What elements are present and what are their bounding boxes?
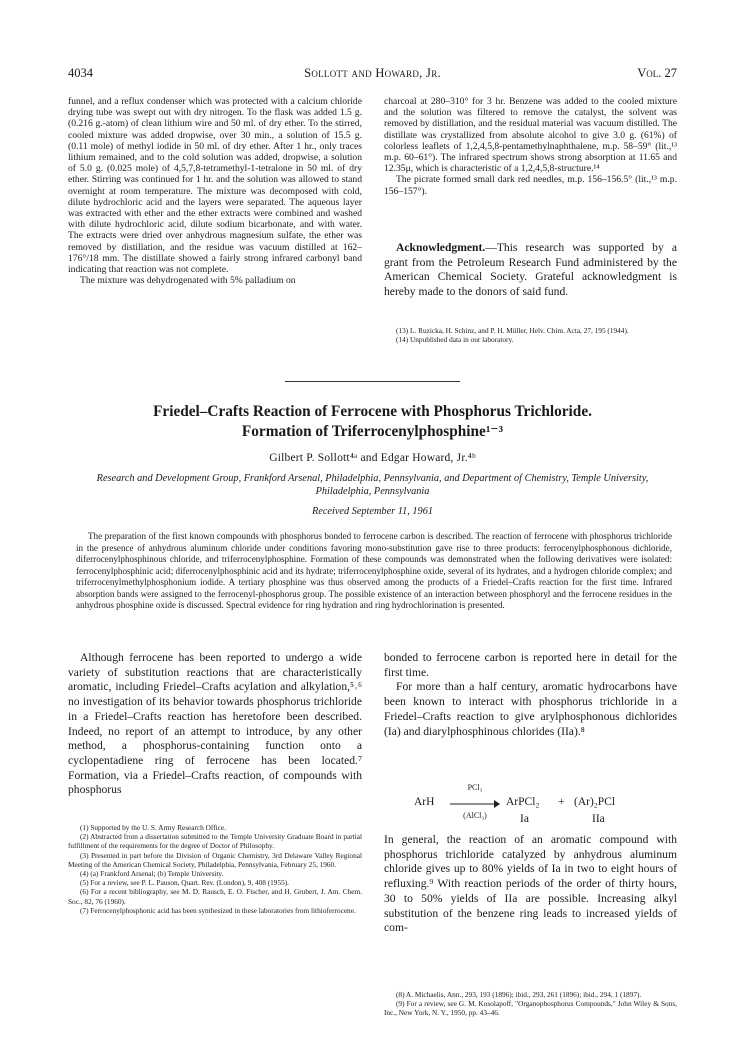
- top-right-footnotes: [384, 326, 677, 344]
- footnote-9: (9) For a review, see G. M. Kosolapoff, "Organophosphorus Compounds," John Wiley & Sons, Inc., New York, N. Y., 1950, pp. 43–46.: [384, 999, 677, 1018]
- footnote-6: (6) For a recent bibliography, see M. D. Rausch, E. O. Fischer, and H. Grubert, J. Am. Chem. Soc., 82, 76 (1960).: [68, 887, 362, 906]
- acknowledgment-text: —This research was supported by a grant from the Petroleum Research Fund administered by the American Chemical Society. Grateful acknowledgment is hereby made to the donors of said fund.: [384, 241, 677, 299]
- experimental-paragraph-3: charcoal at 280–310° for 3 hr. Benzene was added to the cooled mixture and the solution was filtered to remove the catalyst, the solvent was removed by distillation, and the residual material was vacuum distilled. The distillate was crystallized from absolute alcohol to give 3.0 g. (61%) of colorless leaflets of 1,2,4,5,8-pentamethylnaphthalene, m.p. 58–59° (lit.,¹³ m.p. 60–61°). The infrared spectrum shows strong absorption at 11.65 and 12.35μ, which is characteristic of a 1,2,4,5,8-structure.¹⁴: [384, 96, 677, 175]
- equation-product-1: ArPCl₂: [506, 796, 540, 808]
- page-number: 4034: [68, 66, 93, 80]
- equation-reagent-below: (AlCl₃): [463, 811, 487, 820]
- footnote-14: (14) Unpublished data in our laboratory.: [396, 335, 514, 345]
- top-left-column: [68, 96, 362, 286]
- equation-plus: +: [558, 796, 565, 808]
- body-right-column: [384, 651, 677, 739]
- top-right-column: [384, 96, 677, 197]
- equation-label-1: Ia: [520, 813, 529, 825]
- equation-reagent-above: PCl₃: [467, 783, 483, 792]
- body-paragraph-2: For more than a half century, aromatic hydrocarbons have been known to interact with phosphorus trichloride in a Friedel–Crafts reaction to give arylphosphonous dichlorides (Ia) and diarylphosphinous chlorides (IIa).⁸: [384, 680, 677, 738]
- footnote-1: (1) Supported by the U. S. Army Research Office.: [80, 823, 226, 832]
- article-authors: Gilbert P. Sollott⁴ᵃ and Edgar Howard, Jr.⁴ᵇ: [269, 452, 476, 464]
- reaction-arrow-icon: [450, 798, 500, 810]
- footnote-8: (8) A. Michaelis, Ann., 293, 193 (1896); ibid., 293, 261 (1896); ibid., 294, 1 (1897).: [396, 990, 642, 999]
- intro-paragraph: Although ferrocene has been reported to undergo a wide variety of substitution reactions that are characteristically aromatic, including Friedel–Crafts acylation and alkylation,⁵˒⁶ no investigation of its behavior towards phosphorus trichloride in a Friedel–Crafts reaction has heretofore been described. Indeed, no report of an attempt to introduce, by any other method, a phosphorus-containing function onto a cyclopentadiene ring of ferrocene has been located.⁷ Formation, via a Friedel–Crafts reaction, of compounds with phosphorus: [68, 651, 362, 797]
- running-header: [68, 66, 677, 82]
- acknowledgment: [384, 241, 677, 300]
- article-title-line-2: Formation of Triferrocenylphosphine¹⁻³: [241, 423, 504, 440]
- footnote-7: (7) Ferrocenylphosphonic acid has been synthesized in these laboratories from lithioferrocene.: [80, 905, 356, 915]
- abstract: [76, 531, 672, 612]
- equation-label-2: IIa: [592, 813, 605, 825]
- body-left-footnotes: [68, 823, 362, 915]
- article-affiliation: Research and Development Group, Frankford Arsenal, Philadelphia, Pennsylvania, and Department of Chemistry, Temple University, Philadelphia, Pennsylvania: [96, 473, 649, 497]
- volume-label: Vol. 27: [637, 66, 677, 80]
- footnote-5: (5) For a review, see P. L. Pauson, Quart. Rev. (London), 9, 408 (1955).: [80, 878, 290, 888]
- picrate-paragraph: The picrate formed small dark red needles, m.p. 156–156.5° (lit.,¹³ m.p. 156–157°).: [384, 174, 677, 197]
- footnote-2: (2) Abstracted from a dissertation submitted to the Temple University Graduate Board in partial fulfillment of the requirements for the degree of Doctor of Philosophy.: [68, 832, 362, 851]
- equation-reactant: ArH: [414, 796, 435, 808]
- body-paragraph-3: In general, the reaction of an aromatic compound with phosphorus trichloride catalyzed by anhydrous aluminum chloride gives up to 80% yields of Ia in two to eight hours of refluxing.⁹ With reaction periods of the order of thirty hours, 30 to 50% yields of IIa are possible. Increasing alkyl substitution of the benzene ring leads to increased yields of com-: [384, 833, 677, 935]
- footnote-3: (3) Presented in part before the Division of Organic Chemistry, 3rd Delaware Valley Regional Meeting of the American Chemical Society, Philadelphia, Pennsylvania, February 25, 1960.: [68, 850, 362, 869]
- body-right-column-lower: [384, 833, 677, 936]
- article-title-line-1: Friedel–Crafts Reaction of Ferrocene with Phosphorus Trichloride.: [153, 403, 592, 420]
- footnote-4: (4) (a) Frankford Arsenal; (b) Temple University.: [80, 869, 224, 879]
- equation-product-2: (Ar)₂PCl: [574, 796, 616, 808]
- received-date: Received September 11, 1961: [311, 506, 434, 517]
- footnote-13: (13) L. Ruzicka, H. Schinz, and P. H. Müller, Helv. Chim. Acta, 27, 195 (1944).: [396, 326, 629, 335]
- reaction-equation: [384, 780, 677, 826]
- abstract-text: The preparation of the first known compounds with phosphorus bonded to ferrocene carbon is described. The reaction of ferrocene with phosphorus trichloride in the presence of anhydrous aluminum chloride under conditions favoring mono-substitution gave rise to three products: ferrocenylphosphonous dichloride, diferrocenylphosphinous chloride, and triferrocenylphosphine. Formation of these compounds was demonstrated when the following derivatives were isolated: ferrocenylphosphinic acid; diferrocenylphosphinic acid and its hydrate; triferrocenylphosphine oxide, several of its hydrates, and a hydrogen chloride complex; and triferrocenylmethylphosphonium iodide. A tertiary phosphine was thus observed among the products of a Friedel–Crafts reaction for the first time. Infrared absorption bands were assigned to the ferrocenyl-phosphorus group. The possible existence of an interaction between phosphoryl and the ferrocene residues in the anhydrous phosphine oxide is discussed. Spectral evidence for ring hydration and ring hydrochlorination is presented.: [76, 531, 672, 610]
- body-left-column: [68, 651, 362, 798]
- acknowledgment-heading: Acknowledgment.: [396, 241, 486, 254]
- experimental-paragraph-2: The mixture was dehydrogenated with 5% palladium on: [80, 275, 296, 287]
- running-title: Sollott and Howard, Jr.: [304, 66, 441, 80]
- article-separator: [285, 381, 460, 382]
- experimental-paragraph: funnel, and a reflux condenser which was protected with a calcium chloride drying tube was swept out with dry nitrogen. To the flask was added 1.5 g. (0.216 g.-atom) of clean lithium wire and 50 ml. of dry ether. To the stirred, cooled mixture was added dropwise, over 30 min., a solution of 15.5 g. (0.11 mole) of methyl iodide in 50 ml. of dry ether. After 1 hr., only traces lithium remained, and to the cold solution was added, dropwise, a solution of 5.0 g. (0.025 mole) of 4,5,7,8-tetramethyl-1-tetralone in 50 ml. of dry ether. Stirring was continued for 1 hr. and the solution was allowed to stand overnight at room temperature. The mixture was decomposed with cold, dilute hydrochloric acid and the layers were separated. The aqueous layer was extracted with ether and the ether extracts were combined and washed with dilute hydrochloric acid, dilute sodium bicarbonate, and with water. The extracts were dried over anhydrous magnesium sulfate, the ether was removed by distillation, and the residue was vacuum distilled at 162–176°/18 mm. The distillate showed a fairly strong infrared carbonyl band indicating that reaction was not complete.: [68, 96, 362, 276]
- body-paragraph-continued: bonded to ferrocene carbon is reported here in detail for the first time.: [384, 651, 677, 679]
- body-right-footnotes: [384, 990, 677, 1018]
